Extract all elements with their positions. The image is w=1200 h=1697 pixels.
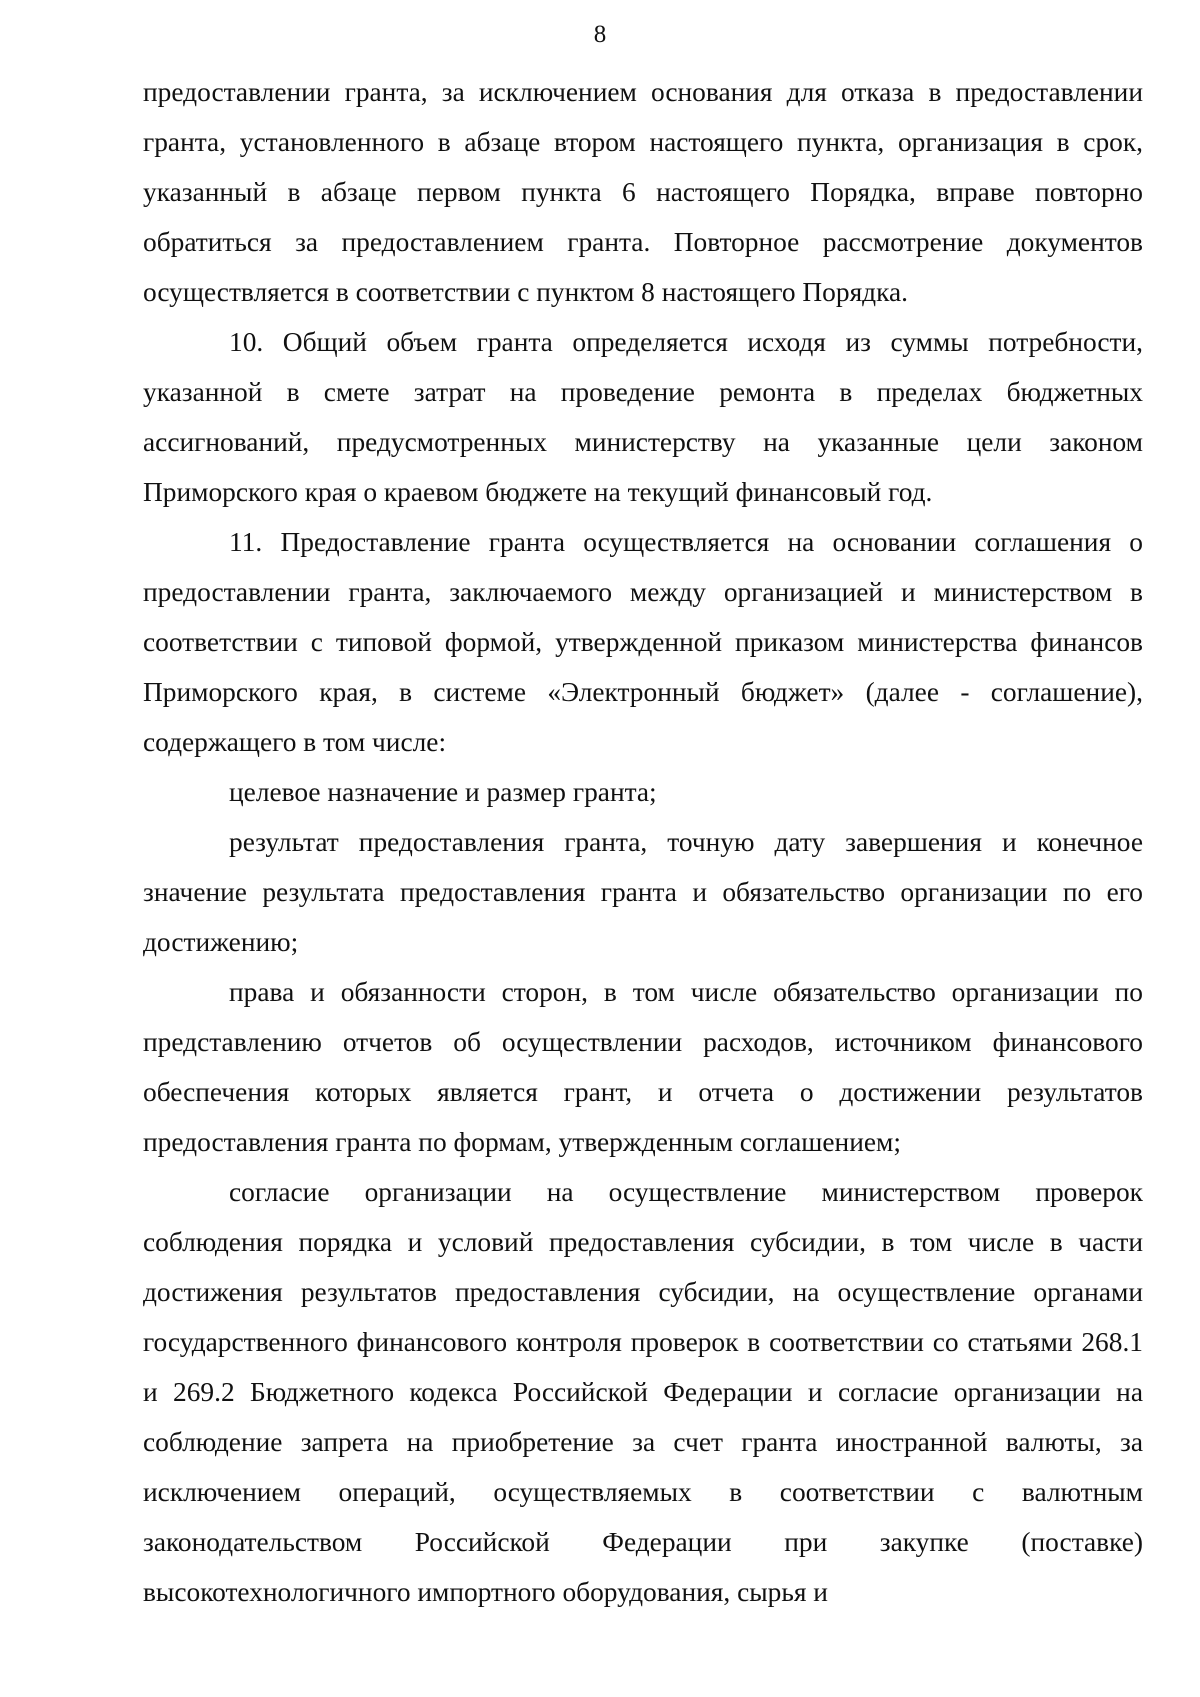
paragraph-rights-and-obligations: права и обязанности сторон, в том числе обязательство организации по представлению отчетов об осуществлении расходов, источником финансового обеспечения которых является грант, и отчета о достижении результатов предоставления гранта по формам, утвержденным соглашением; xyxy=(143,977,1143,1157)
page-number: 8 xyxy=(593,21,607,48)
paragraph-result: результат предоставления гранта, точную дату завершения и конечное значение результата предоставления гранта и обязательство организации по его достижению; xyxy=(143,827,1143,957)
document-body xyxy=(143,67,1143,1617)
paragraph-purpose-and-amount: целевое назначение и размер гранта; xyxy=(229,777,657,807)
paragraph-item-10: 10. Общий объем гранта определяется исходя из суммы потребности, указанной в смете затрат на проведение ремонта в пределах бюджетных ассигнований, предусмотренных министерству на указанные цели законом Приморского края о краевом бюджете на текущий финансовый год. xyxy=(143,327,1143,507)
paragraph-continuation: предоставлении гранта, за исключением основания для отказа в предоставлении гранта, установленного в абзаце втором настоящего пункта, организация в срок, указанный в абзаце первом пункта 6 настоящего Порядка, вправе повторно обратиться за предоставлением гранта. Повторное рассмотрение документов осуществляется в соответствии с пунктом 8 настоящего Порядка. xyxy=(143,77,1143,307)
paragraph-consent: согласие организации на осуществление министерством проверок соблюдения порядка и условий предоставления субсидии, в том числе в части достижения результатов предоставления субсидии, на осуществление органами государственного финансового контроля проверок в соответствии со статьями 268.1 и 269.2 Бюджетного кодекса Российской Федерации и согласие организации на соблюдение запрета на приобретение за счет гранта иностранной валюты, за исключением операций, осуществляемых в соответствии с валютным законодательством Российской Федерации при закупке (поставке) высокотехнологичного импортного оборудования, сырья и xyxy=(143,1177,1143,1607)
paragraph-item-11: 11. Предоставление гранта осуществляется на основании соглашения о предоставлении гранта, заключаемого между организацией и министерством в соответствии с типовой формой, утвержденной приказом министерства финансов Приморского края, в системе «Электронный бюджет» (далее - соглашение), содержащего в том числе: xyxy=(143,527,1143,757)
